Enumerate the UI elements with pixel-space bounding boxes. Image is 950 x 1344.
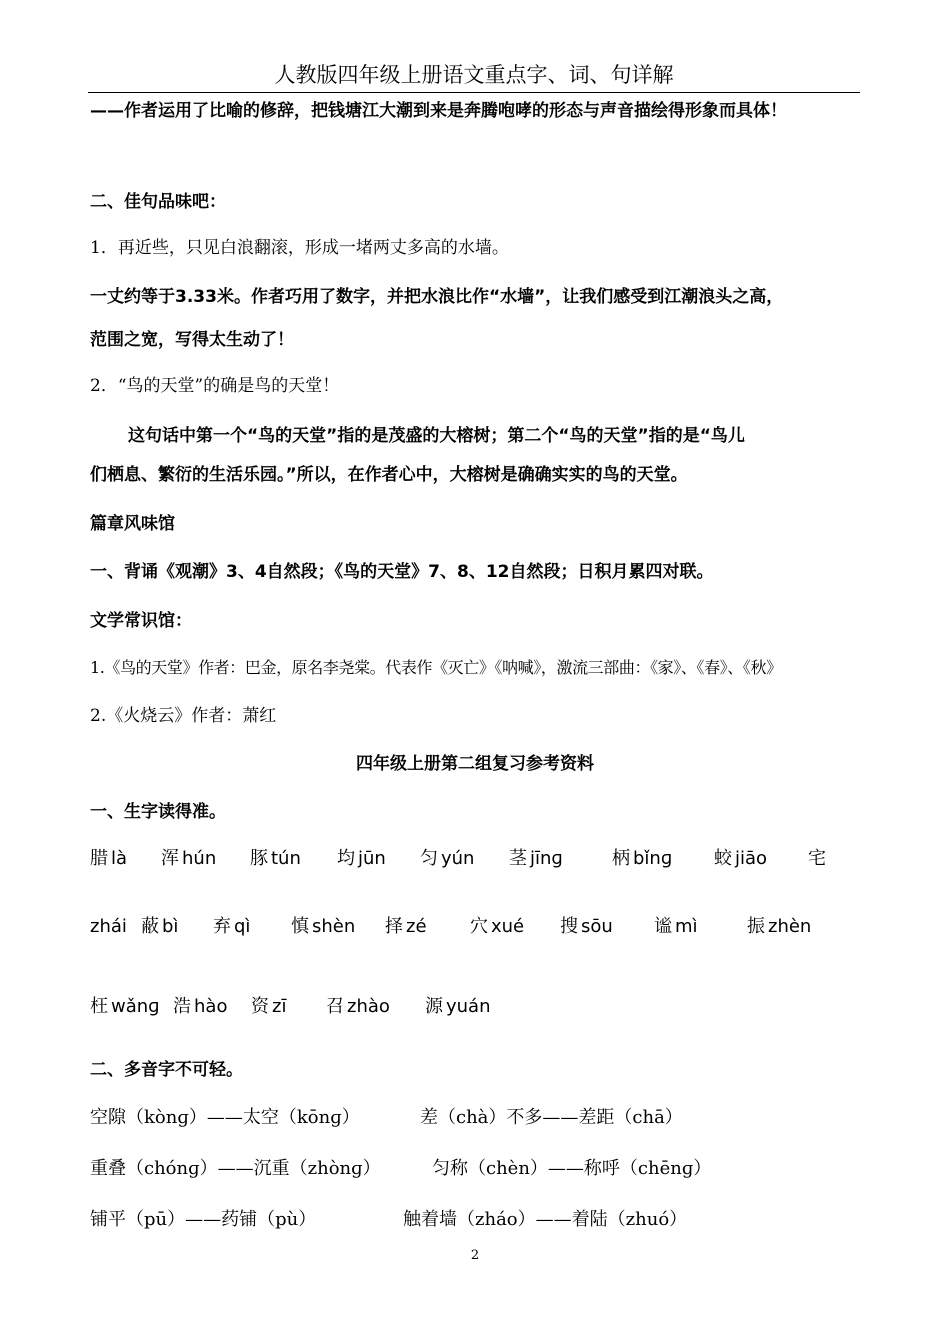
sentence-2: 2．“鸟的天堂”的确是鸟的天堂！ xyxy=(90,376,340,396)
char-pinyin-item: 源 yuán xyxy=(425,996,491,1017)
header-title: 人教版四年级上册语文重点字、词、句详解 xyxy=(274,63,674,87)
sentence-2-analysis-line-1: 这句话中第一个“鸟的天堂”指的是茂盛的大榕树；第二个“鸟的天堂”指的是“鸟儿 xyxy=(128,426,745,446)
char-pinyin-item: 谧 mì xyxy=(654,916,698,937)
char-pinyin-item: 茎 jīnɡ xyxy=(509,848,563,869)
polyphone-pair: 触着墙（zháo）——着陆（zhuó） xyxy=(403,1209,688,1230)
char-pinyin-item: 匀 yún xyxy=(420,848,475,869)
sentence-1: 1．再近些，只见白浪翻滚，形成一堵两丈多高的水墙。 xyxy=(90,238,509,258)
page-number: 2 xyxy=(470,1248,480,1263)
char-pinyin-item: 择 zé xyxy=(385,916,427,937)
section-title-group-2: 四年级上册第二组复习参考资料 xyxy=(356,754,594,774)
sentence-1-analysis-line-1: 一丈约等于3.33米。作者巧用了数字，并把水浪比作“水墙”，让我们感受到江潮浪头之高， xyxy=(90,287,784,307)
polyphone-pair: 铺平（pū）——药铺（pù） xyxy=(90,1209,317,1230)
recitation-task: 一、背诵《观潮》3、4自然段；《鸟的天堂》7、8、12自然段；日积月累四对联。 xyxy=(90,562,714,582)
section-heading-sentences: 二、佳句品味吧： xyxy=(90,192,226,212)
polyphone-pair: 差（chà）不多——差距（chā） xyxy=(420,1107,683,1128)
char-pinyin-item: 腊 là xyxy=(90,848,128,869)
char-pinyin-item: 蛟 jiāo xyxy=(714,848,768,869)
char-pinyin-item: 搜 sōu xyxy=(560,916,613,937)
commentary-line: ——作者运用了比喻的修辞，把钱塘江大潮到来是奔腾咆哮的形态与声音描绘得形象而具体！ xyxy=(90,101,787,121)
literature-item-2: 2.《火烧云》作者：萧红 xyxy=(90,706,277,726)
char-pinyin-item: 柄 bǐnɡ xyxy=(612,848,673,869)
char-pinyin-item: 豚 tún xyxy=(250,848,301,869)
section-heading-characters: 一、生字读得准。 xyxy=(90,802,226,822)
char-pinyin-item: 振 zhèn xyxy=(747,916,812,937)
page-header xyxy=(88,60,860,93)
sentence-2-analysis-line-2: 们栖息、繁衍的生活乐园。”所以，在作者心中，大榕树是确确实实的鸟的天堂。 xyxy=(90,465,688,485)
section-heading-literature: 文学常识馆： xyxy=(90,611,192,631)
polyphone-pair: 匀称（chèn）——称呼（chēnɡ） xyxy=(432,1158,712,1179)
char-pinyin-item: 弃 qì xyxy=(213,916,251,937)
sentence-1-analysis-line-2: 范围之宽，写得太生动了！ xyxy=(90,330,294,350)
literature-item-1: 1.《鸟的天堂》作者：巴金，原名李尧棠。代表作《灭亡》《呐喊》，激流三部曲：《家》、《春》、《秋》 xyxy=(90,658,782,677)
char-pinyin-item: 宅 xyxy=(808,848,826,869)
char-pinyin-item: 穴 xué xyxy=(470,916,525,937)
char-pinyin-item: 浩 hào xyxy=(173,996,228,1017)
char-pinyin-item: 均 jūn xyxy=(337,848,386,869)
char-pinyin-item: 召 zhào xyxy=(326,996,390,1017)
char-pinyin-item: 慎 shèn xyxy=(291,916,356,937)
polyphone-pair: 重叠（chónɡ）——沉重（zhònɡ） xyxy=(90,1158,381,1179)
char-pinyin-item: 资 zī xyxy=(251,996,287,1017)
char-pinyin-item: 枉 wǎnɡ xyxy=(90,996,160,1017)
section-heading-chapter: 篇章风味馆 xyxy=(90,514,175,534)
section-heading-polyphones: 二、多音字不可轻。 xyxy=(90,1060,243,1080)
char-pinyin-item: 浑 hún xyxy=(161,848,217,869)
polyphone-pair: 空隙（kònɡ）——太空（kōnɡ） xyxy=(90,1107,360,1128)
char-pinyin-item: zhái xyxy=(90,916,127,937)
char-pinyin-item: 蔽 bì xyxy=(141,916,179,937)
